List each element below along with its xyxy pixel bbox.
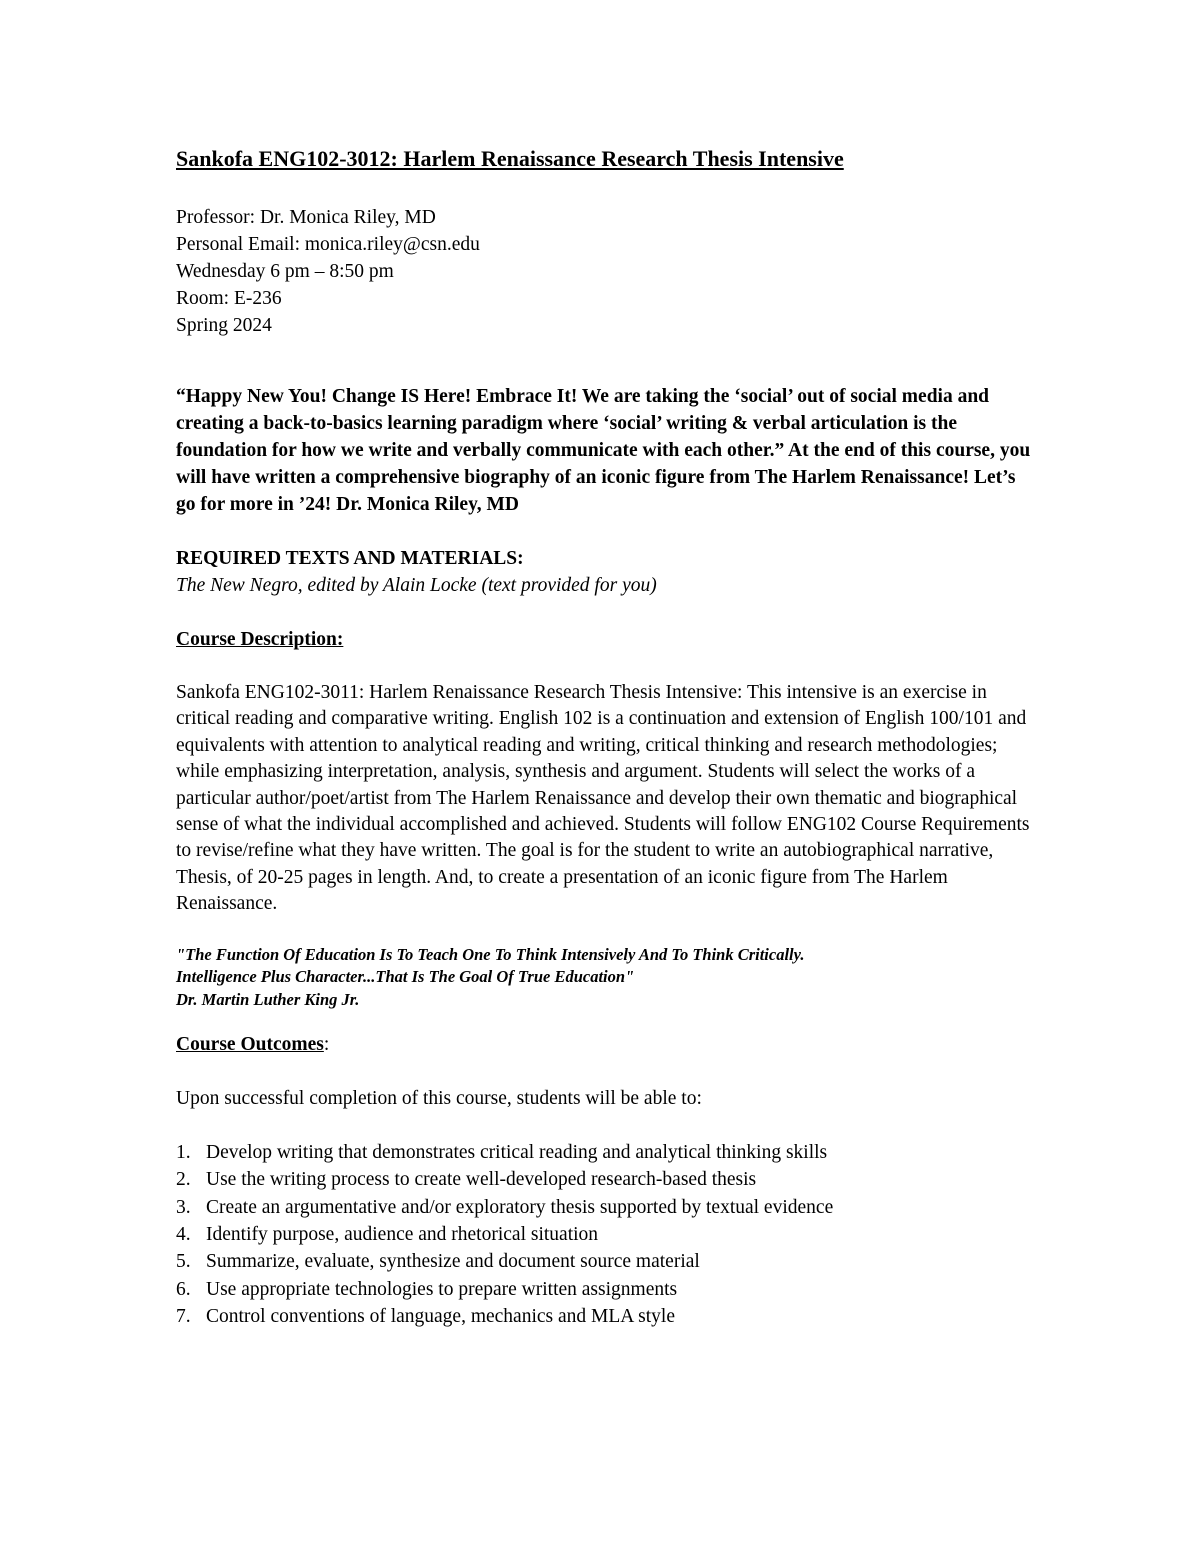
- quote-line-1: "The Function Of Education Is To Teach One To Think Intensively And To Think Critically.: [176, 944, 805, 964]
- list-item-number: 3.: [176, 1196, 191, 1218]
- list-item-number: 2.: [176, 1169, 191, 1191]
- mlk-quote: [176, 944, 1036, 1012]
- course-description-heading: Course Description:: [176, 629, 344, 650]
- room-line: Room: E-236: [176, 288, 282, 309]
- list-item: [176, 1221, 1036, 1248]
- course-outcomes-title: Course Outcomes: [176, 1034, 324, 1056]
- page-title: Sankofa ENG102-3012: Harlem Renaissance Research Thesis Intensive: [176, 146, 844, 171]
- quote-line-2: Intelligence Plus Character...That Is The Goal Of True Education": [176, 967, 635, 987]
- list-item-text: Identify purpose, audience and rhetorical situation: [206, 1224, 599, 1246]
- list-item-text: Develop writing that demonstrates critical reading and analytical thinking skills: [206, 1142, 828, 1164]
- list-item-number: 1.: [176, 1142, 191, 1164]
- quote-author: Dr. Martin Luther King Jr.: [176, 989, 360, 1009]
- course-outcomes-colon: :: [323, 1034, 330, 1056]
- syllabus-page: [176, 143, 1036, 1350]
- professor-line: Professor: Dr. Monica Riley, MD: [176, 207, 436, 228]
- list-item-number: 6.: [176, 1278, 191, 1300]
- list-item: [176, 1194, 1036, 1221]
- list-item: [176, 1248, 1036, 1275]
- list-item: [176, 1166, 1036, 1193]
- list-item: [176, 1303, 1036, 1330]
- outcomes-lead: Upon successful completion of this course, students will be able to:: [176, 1088, 702, 1110]
- list-item-number: 7.: [176, 1305, 191, 1327]
- course-info: [176, 204, 1036, 339]
- schedule-line: Wednesday 6 pm – 8:50 pm: [176, 261, 394, 282]
- email-line: Personal Email: monica.riley@csn.edu: [176, 234, 480, 255]
- list-item-text: Use appropriate technologies to prepare written assignments: [206, 1278, 678, 1300]
- list-item-number: 5.: [176, 1251, 191, 1273]
- list-item-number: 4.: [176, 1224, 191, 1246]
- required-materials-heading: REQUIRED TEXTS AND MATERIALS:: [176, 548, 524, 569]
- list-item-text: Control conventions of language, mechanics and MLA style: [206, 1305, 675, 1327]
- outcomes-list: [176, 1139, 1036, 1330]
- list-item-text: Summarize, evaluate, synthesize and document source material: [206, 1251, 700, 1273]
- list-item-text: Use the writing process to create well-developed research-based thesis: [206, 1169, 757, 1191]
- list-item: [176, 1139, 1036, 1166]
- intro-paragraph: “Happy New You! Change IS Here! Embrace It! We are taking the ‘social’ out of social media and creating a back-to-basics learning paradigm where ‘social’ writing & verbal articulation is the foundation for how we write and verbally communicate with each other.” At the end of this course, you will have written a comprehensive biography of an iconic figure from The Harlem Renaissance! Let’s go for more in ’24! Dr. Monica Riley, MD: [176, 386, 1031, 515]
- list-item-text: Create an argumentative and/or exploratory thesis supported by textual evidence: [206, 1196, 834, 1218]
- list-item: [176, 1276, 1036, 1303]
- term-line: Spring 2024: [176, 315, 272, 336]
- course-outcomes-heading: [176, 1031, 1036, 1058]
- course-description-body: Sankofa ENG102-3011: Harlem Renaissance Research Thesis Intensive: This intensive is an exercise in critical reading and comparative writing. English 102 is a continuation and extension of English 100/101 and equivalents with attention to analytical reading and writing, critical thinking and research methodologies; while emphasizing interpretation, analysis, synthesis and argument. Students will select the works of a particular author/poet/artist from The Harlem Renaissance and develop their own thematic and biographical sense of what the individual accomplished and achieved. Students will follow ENG102 Course Requirements to revise/refine what they have written. The goal is for the student to write an autobiographical narrative, Thesis, of 20-25 pages in length. And, to create a presentation of an iconic figure from The Harlem Renaissance.: [176, 682, 1030, 915]
- required-materials-text: The New Negro, edited by Alain Locke (text provided for you): [176, 575, 657, 596]
